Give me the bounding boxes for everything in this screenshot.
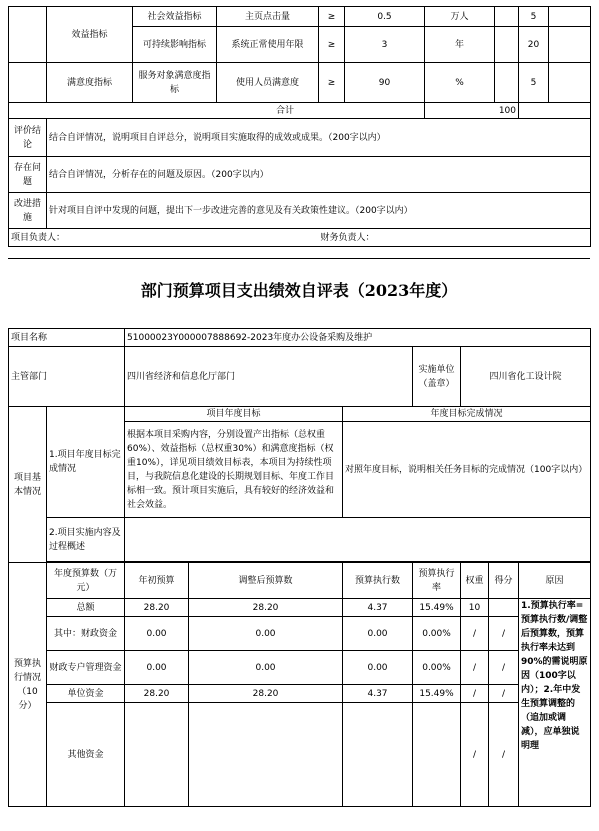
dept-value: 四川省经济和信息化厅部门 [125, 347, 413, 407]
row-rate: 0.00% [413, 651, 461, 685]
row-rate: 0.00% [413, 617, 461, 651]
indicator-score: 20 [519, 27, 549, 63]
indicator-score: 5 [519, 63, 549, 103]
dept-label: 主管部门 [9, 347, 125, 407]
indicator-value: 3 [345, 27, 425, 63]
row-name: 其中：财政资金 [47, 617, 125, 651]
row-initial: 0.00 [125, 617, 189, 651]
indicator-name: 使用人员满意度 [217, 63, 319, 103]
row-weight: / [461, 703, 489, 807]
row-adjusted: 0.00 [189, 651, 343, 685]
row-name: 总额 [47, 599, 125, 617]
table-row [9, 685, 591, 703]
row-initial: 28.20 [125, 599, 189, 617]
indicator-unit: 年 [425, 27, 495, 63]
indicator-score: 5 [519, 7, 549, 27]
owner-label: 项目负责人： [9, 229, 319, 247]
budget-head-4: 预算执行率 [413, 563, 461, 599]
table-row [9, 599, 591, 617]
row-weight: 10 [461, 599, 489, 617]
budget-head-1: 年初预算 [125, 563, 189, 599]
indicator-unit: 万人 [425, 7, 495, 27]
row-adjusted: 28.20 [189, 685, 343, 703]
row-initial [125, 703, 189, 807]
row-rate: 15.49% [413, 599, 461, 617]
table-row [9, 703, 591, 807]
indicator-subcategory: 可持续影响指标 [133, 27, 217, 63]
row-adjusted: 28.20 [189, 599, 343, 617]
budget-head-3: 预算执行数 [343, 563, 413, 599]
indicator-value: 90 [345, 63, 425, 103]
row-executed: 4.37 [343, 599, 413, 617]
row-initial: 0.00 [125, 651, 189, 685]
row-score: / [489, 685, 519, 703]
goal-head: 项目年度目标 [125, 407, 343, 422]
project-name-label: 项目名称 [9, 329, 125, 347]
impl-label: 实施单位（盖章） [413, 347, 461, 407]
reason-text: 1.预算执行率=预算执行数/调整后预算数，预算执行率未达到90%的需说明原因（100字以内）；2.年中发生预算调整的（追加或调减），应单独说明理 [519, 599, 591, 807]
budget-head-6: 得分 [489, 563, 519, 599]
page-break-line [8, 258, 590, 269]
table-row [9, 617, 591, 651]
indicator-subcategory: 服务对象满意度指标 [133, 63, 217, 103]
row-name: 单位资金 [47, 685, 125, 703]
row-rate: 15.49% [413, 685, 461, 703]
row-score [489, 599, 519, 617]
goal-text: 根据本项目采购内容，分别设置产出指标（总权重60%）、效益指标（总权重30%）和满意度指标（权重10%），详见项目绩效目标表，本项目为持续性项目，与我院信息化建设的长期规划目标、年度工作目标相一致。预计项目实施后，具有较好的经济效益和社会效益。 [125, 422, 343, 518]
row-executed [343, 703, 413, 807]
improve-text: 针对项目自评中发现的问题，提出下一步改进完善的意见及有关政策性建议。（200字以内） [47, 193, 591, 229]
row-rate [413, 703, 461, 807]
process-label: 2.项目实施内容及过程概述 [47, 518, 125, 562]
row-executed: 0.00 [343, 651, 413, 685]
goal-label: 1.项目年度目标完成情况 [47, 407, 125, 518]
eval-text: 结合自评情况，说明项目自评总分，说明项目实施取得的成效或成果。（200字以内） [47, 119, 591, 157]
budget-head-0: 年度预算数（万元） [47, 563, 125, 599]
indicator-unit: % [425, 63, 495, 103]
row-executed: 4.37 [343, 685, 413, 703]
indicator-category: 效益指标 [47, 7, 133, 63]
row-weight: / [461, 617, 489, 651]
problem-text: 结合自评情况，分析存在的问题及原因。（200字以内） [47, 157, 591, 193]
improve-label: 改进措施 [9, 193, 47, 229]
finance-label: 财务负责人： [319, 229, 591, 247]
budget-head-2: 调整后预算数 [189, 563, 343, 599]
row-initial: 28.20 [125, 685, 189, 703]
indicator-operator: ≥ [319, 7, 345, 27]
row-adjusted [189, 703, 343, 807]
row-name: 财政专户管理资金 [47, 651, 125, 685]
budget-head-7: 原因 [519, 563, 591, 599]
top-indicator-table [8, 6, 591, 247]
indicator-name: 系统正常使用年限 [217, 27, 319, 63]
total-value: 100 [425, 103, 519, 119]
indicator-operator: ≥ [319, 63, 345, 103]
indicator-operator: ≥ [319, 27, 345, 63]
row-weight: / [461, 685, 489, 703]
budget-form-table [8, 328, 591, 807]
goal-done-text: 对照年度目标，说明相关任务目标的完成情况（100字以内） [343, 422, 591, 518]
indicator-subcategory: 社会效益指标 [133, 7, 217, 27]
budget-head-5: 权重 [461, 563, 489, 599]
project-name-value: 51000023Y000007888692-2023年度办公设备采购及维护 [125, 329, 591, 347]
problem-label: 存在问题 [9, 157, 47, 193]
impl-value: 四川省化工设计院 [461, 347, 591, 407]
row-score: / [489, 617, 519, 651]
table-row [9, 651, 591, 685]
total-label: 合计 [9, 103, 425, 119]
indicator-name: 主页点击量 [217, 7, 319, 27]
form-title: 部门预算项目支出绩效自评表（2023年度） [140, 281, 458, 300]
goal-done-head: 年度目标完成情况 [343, 407, 591, 422]
indicator-value: 0.5 [345, 7, 425, 27]
row-score: / [489, 703, 519, 807]
budget-label: 预算执行情况（10分） [9, 563, 47, 807]
eval-label: 评价结论 [9, 119, 47, 157]
indicator-category: 满意度指标 [47, 63, 133, 103]
row-score: / [489, 651, 519, 685]
row-executed: 0.00 [343, 617, 413, 651]
basic-label: 项目基本情况 [9, 407, 47, 563]
row-adjusted: 0.00 [189, 617, 343, 651]
row-name: 其他资金 [47, 703, 125, 807]
row-weight: / [461, 651, 489, 685]
